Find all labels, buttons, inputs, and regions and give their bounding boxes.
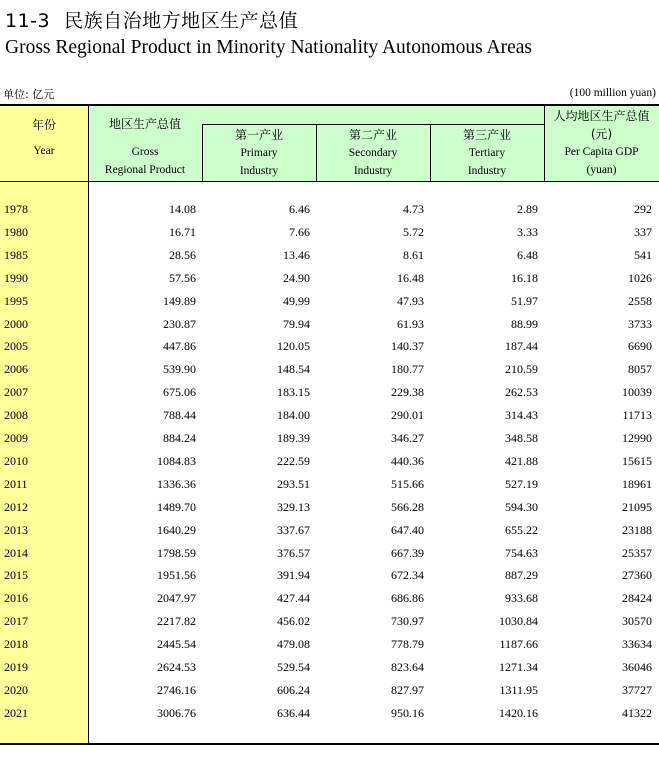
year-cell: 2005 bbox=[4, 339, 28, 354]
page-title-cn bbox=[5, 6, 298, 33]
per-capita-cell: 21095 bbox=[622, 499, 652, 514]
table-row bbox=[0, 633, 659, 656]
tertiary-cell: 187.44 bbox=[505, 339, 538, 354]
tertiary-cell: 1187.66 bbox=[499, 637, 538, 652]
table-row bbox=[0, 335, 659, 358]
tertiary-cell: 314.43 bbox=[505, 408, 538, 423]
tertiary-cell: 88.99 bbox=[511, 316, 538, 331]
primary-cell: 6.46 bbox=[289, 202, 310, 216]
table-row bbox=[0, 564, 659, 587]
per-capita-cell: 3733 bbox=[628, 316, 652, 331]
tertiary-cell: 6.48 bbox=[517, 247, 538, 262]
year-cell: 2020 bbox=[4, 682, 28, 697]
primary-cell: 184.00 bbox=[277, 408, 310, 423]
tertiary-cell: 421.88 bbox=[505, 453, 538, 468]
grp-cell: 675.06 bbox=[163, 385, 196, 400]
secondary-cell: 5.72 bbox=[403, 224, 424, 239]
year-cell: 2018 bbox=[4, 637, 28, 652]
per-capita-cell: 12990 bbox=[622, 431, 652, 445]
secondary-cell: 647.40 bbox=[391, 522, 424, 537]
per-capita-cell: 28424 bbox=[622, 591, 652, 606]
table-row bbox=[0, 496, 659, 519]
grp-cell: 2746.16 bbox=[157, 682, 196, 697]
tertiary-cell: 51.97 bbox=[511, 293, 538, 308]
table-number: 11-3 bbox=[5, 10, 51, 32]
year-cell: 2015 bbox=[4, 568, 28, 583]
secondary-cell: 180.77 bbox=[391, 362, 424, 377]
primary-cell: 391.94 bbox=[277, 568, 310, 583]
per-capita-cell: 6690 bbox=[628, 339, 652, 354]
primary-cell: 24.90 bbox=[283, 270, 310, 285]
table-row bbox=[0, 519, 659, 542]
primary-cell: 479.08 bbox=[277, 637, 310, 652]
secondary-cell: 730.97 bbox=[391, 614, 424, 629]
tertiary-cell: 210.59 bbox=[505, 362, 538, 377]
secondary-cell: 61.93 bbox=[397, 316, 424, 331]
per-capita-cell: 2558 bbox=[628, 293, 652, 308]
grp-cell: 1640.29 bbox=[157, 522, 196, 537]
tertiary-cell: 887.29 bbox=[505, 568, 538, 583]
table-row bbox=[0, 610, 659, 633]
primary-cell: 456.02 bbox=[277, 614, 310, 629]
primary-cell: 636.44 bbox=[277, 705, 310, 720]
primary-cell: 13.46 bbox=[283, 247, 310, 262]
secondary-cell: 16.48 bbox=[397, 270, 424, 285]
tertiary-cell: 527.19 bbox=[505, 476, 538, 491]
primary-cell: 148.54 bbox=[277, 362, 310, 377]
table-row bbox=[0, 473, 659, 496]
grp-cell: 2047.97 bbox=[157, 591, 196, 606]
year-cell: 2008 bbox=[4, 408, 28, 423]
header-per-capita: 人均地区生产总值 (元) Per Capita GDP (yuan) bbox=[553, 109, 650, 176]
table-row bbox=[0, 244, 659, 267]
secondary-cell: 667.39 bbox=[391, 545, 424, 560]
year-cell: 1995 bbox=[4, 293, 28, 308]
header-tertiary: 第三产业 Tertiary Industry bbox=[462, 128, 511, 177]
grp-cell: 539.90 bbox=[163, 362, 196, 377]
grp-cell: 3006.76 bbox=[157, 705, 196, 720]
table-row bbox=[0, 267, 659, 290]
primary-cell: 189.39 bbox=[277, 431, 310, 445]
secondary-cell: 827.97 bbox=[391, 682, 424, 697]
per-capita-cell: 41322 bbox=[622, 705, 652, 720]
year-cell: 1990 bbox=[4, 270, 28, 285]
secondary-cell: 290.01 bbox=[391, 408, 424, 423]
year-cell: 2012 bbox=[4, 499, 28, 514]
grp-cell: 1798.59 bbox=[157, 545, 196, 560]
grp-cell: 788.44 bbox=[163, 408, 196, 423]
year-cell: 2000 bbox=[4, 316, 28, 331]
table-row bbox=[0, 404, 659, 427]
primary-cell: 329.13 bbox=[277, 499, 310, 514]
per-capita-cell: 292 bbox=[634, 202, 652, 216]
year-cell: 2010 bbox=[4, 453, 28, 468]
grp-cell: 2445.54 bbox=[157, 637, 196, 652]
primary-cell: 49.99 bbox=[283, 293, 310, 308]
table-bottom-rule bbox=[0, 743, 659, 745]
grp-cell: 14.08 bbox=[169, 202, 196, 216]
table-row bbox=[0, 450, 659, 473]
year-cell: 2009 bbox=[4, 431, 28, 445]
secondary-cell: 47.93 bbox=[397, 293, 424, 308]
grp-cell: 149.89 bbox=[163, 293, 196, 308]
header-sub-rule bbox=[202, 124, 544, 125]
grp-cell: 447.86 bbox=[163, 339, 196, 354]
tertiary-cell: 1420.16 bbox=[499, 705, 538, 720]
year-cell: 1980 bbox=[4, 224, 28, 239]
per-capita-cell: 33634 bbox=[622, 637, 652, 652]
per-capita-cell: 23188 bbox=[622, 522, 652, 537]
year-cell: 2019 bbox=[4, 660, 28, 674]
unit-label-en: (100 million yuan) bbox=[569, 87, 656, 99]
per-capita-cell: 36046 bbox=[622, 660, 652, 674]
header-year: 年份 Year bbox=[31, 118, 56, 157]
secondary-cell: 672.34 bbox=[391, 568, 424, 583]
table-top-rule bbox=[0, 104, 659, 106]
per-capita-cell: 15615 bbox=[622, 453, 652, 468]
primary-cell: 222.59 bbox=[277, 453, 310, 468]
table-row bbox=[0, 679, 659, 702]
primary-cell: 606.24 bbox=[277, 682, 310, 697]
per-capita-cell: 337 bbox=[634, 224, 652, 239]
per-capita-cell: 10039 bbox=[622, 385, 652, 400]
grp-cell: 1489.70 bbox=[157, 499, 196, 514]
secondary-cell: 778.79 bbox=[391, 637, 424, 652]
year-cell: 2016 bbox=[4, 591, 28, 606]
grp-cell: 57.56 bbox=[169, 270, 196, 285]
per-capita-cell: 8057 bbox=[628, 362, 652, 377]
primary-cell: 376.57 bbox=[277, 545, 310, 560]
secondary-cell: 515.66 bbox=[391, 476, 424, 491]
grp-cell: 2217.82 bbox=[157, 614, 196, 629]
grp-cell: 28.56 bbox=[169, 247, 196, 262]
grp-cell: 1336.36 bbox=[157, 476, 196, 491]
secondary-cell: 229.38 bbox=[391, 385, 424, 400]
secondary-cell: 140.37 bbox=[391, 339, 424, 354]
primary-cell: 120.05 bbox=[277, 339, 310, 354]
primary-cell: 529.54 bbox=[277, 660, 310, 674]
tertiary-cell: 754.63 bbox=[505, 545, 538, 560]
tertiary-cell: 2.89 bbox=[517, 202, 538, 216]
year-cell: 2006 bbox=[4, 362, 28, 377]
per-capita-cell: 25357 bbox=[622, 545, 652, 560]
grp-cell: 16.71 bbox=[169, 224, 196, 239]
table-row bbox=[0, 427, 659, 450]
header-bottom-rule bbox=[0, 181, 659, 182]
tertiary-cell: 1271.34 bbox=[499, 660, 538, 674]
primary-cell: 337.67 bbox=[277, 522, 310, 537]
primary-cell: 183.15 bbox=[277, 385, 310, 400]
primary-cell: 79.94 bbox=[283, 316, 310, 331]
secondary-cell: 8.61 bbox=[403, 247, 424, 262]
table-row bbox=[0, 221, 659, 244]
title-cn-text: 民族自治地方地区生产总值 bbox=[64, 10, 299, 32]
tertiary-cell: 262.53 bbox=[505, 385, 538, 400]
primary-cell: 7.66 bbox=[289, 224, 310, 239]
year-cell: 1985 bbox=[4, 247, 28, 262]
page-title-en: Gross Regional Product in Minority Nationality Autonomous Areas bbox=[5, 37, 533, 58]
table-row bbox=[0, 198, 659, 221]
secondary-cell: 4.73 bbox=[403, 202, 424, 216]
tertiary-cell: 594.30 bbox=[505, 499, 538, 514]
tertiary-cell: 933.68 bbox=[505, 591, 538, 606]
per-capita-cell: 1026 bbox=[628, 270, 652, 285]
tertiary-cell: 1030.84 bbox=[499, 614, 538, 629]
table-row bbox=[0, 542, 659, 565]
year-cell: 2017 bbox=[4, 614, 28, 629]
unit-label-cn: 单位: 亿元 bbox=[3, 88, 55, 101]
year-cell: 2011 bbox=[4, 476, 28, 491]
per-capita-cell: 11713 bbox=[622, 408, 652, 423]
tertiary-cell: 1311.95 bbox=[499, 682, 538, 697]
secondary-cell: 823.64 bbox=[391, 660, 424, 674]
grp-cell: 1951.56 bbox=[157, 568, 196, 583]
table-row bbox=[0, 381, 659, 404]
primary-cell: 427.44 bbox=[277, 591, 310, 606]
secondary-cell: 686.86 bbox=[391, 591, 424, 606]
header-primary: 第一产业 Primary Industry bbox=[234, 128, 283, 177]
table-row bbox=[0, 587, 659, 610]
secondary-cell: 950.16 bbox=[391, 705, 424, 720]
year-cell: 2014 bbox=[4, 545, 28, 560]
primary-cell: 293.51 bbox=[277, 476, 310, 491]
table-row bbox=[0, 656, 659, 679]
grp-cell: 884.24 bbox=[163, 431, 196, 445]
grp-cell: 230.87 bbox=[163, 316, 196, 331]
per-capita-cell: 37727 bbox=[622, 682, 652, 697]
per-capita-cell: 541 bbox=[634, 247, 652, 262]
tertiary-cell: 348.58 bbox=[505, 431, 538, 445]
year-cell: 2007 bbox=[4, 385, 28, 400]
table-row bbox=[0, 358, 659, 381]
table-row bbox=[0, 702, 659, 725]
year-cell: 1978 bbox=[4, 202, 28, 216]
grp-cell: 2624.53 bbox=[157, 660, 196, 674]
year-cell: 2021 bbox=[4, 705, 28, 720]
grp-cell: 1084.83 bbox=[157, 453, 196, 468]
per-capita-cell: 18961 bbox=[622, 476, 652, 491]
header-grp: 地区生产总值 Gross Regional Product bbox=[104, 117, 186, 176]
tertiary-cell: 655.22 bbox=[505, 522, 538, 537]
tertiary-cell: 16.18 bbox=[511, 270, 538, 285]
header-secondary: 第二产业 Secondary Industry bbox=[348, 128, 398, 177]
tertiary-cell: 3.33 bbox=[517, 224, 538, 239]
secondary-cell: 566.28 bbox=[391, 499, 424, 514]
table-row bbox=[0, 313, 659, 336]
table-row bbox=[0, 290, 659, 313]
year-cell: 2013 bbox=[4, 522, 28, 537]
per-capita-cell: 27360 bbox=[622, 568, 652, 583]
per-capita-cell: 30570 bbox=[622, 614, 652, 629]
secondary-cell: 440.36 bbox=[391, 453, 424, 468]
secondary-cell: 346.27 bbox=[391, 431, 424, 445]
